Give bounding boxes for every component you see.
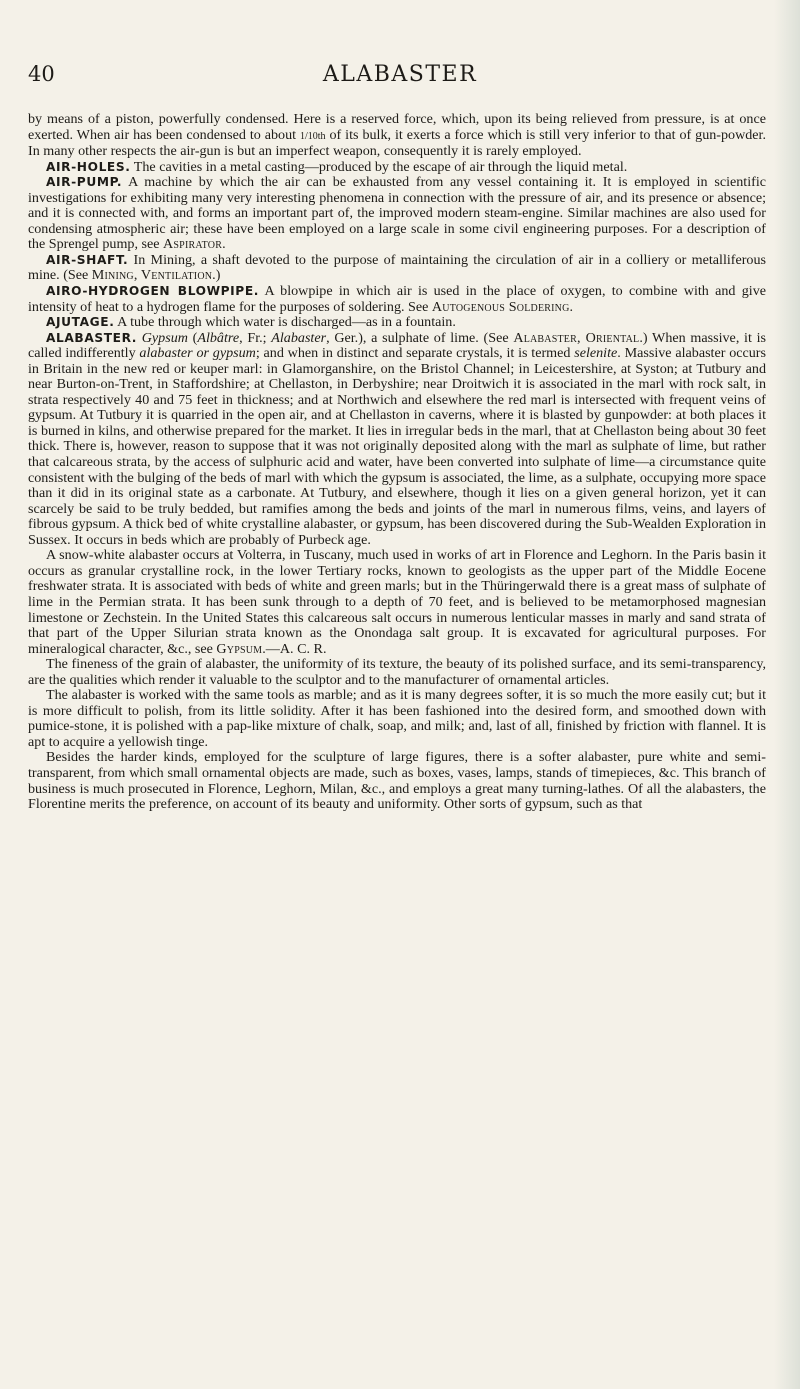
running-head: ALABASTER: [322, 62, 478, 87]
headword-ajutage: AJUTAGE.: [46, 315, 115, 330]
cross-reference: Ventilation: [140, 267, 213, 284]
headword-air-holes: AIR-HOLES.: [46, 159, 131, 174]
headword-air-pump: AIR-PUMP.: [46, 175, 123, 190]
cross-reference: Alabaster, Oriental: [513, 329, 640, 346]
entry-air-holes: AIR-HOLES. The cavities in a metal casting—produced by the escape of air through the liquid metal.: [46, 158, 628, 175]
entry-airo-hydrogen-blowpipe: AIRO-HYDROGEN BLOWPIPE. A blowpipe in which air is used in the place of oxygen, to combine with and give intensity of heat to a hydrogen flame for the purposes of soldering. See Autogenous Soldering.: [28, 283, 766, 315]
fraction-tenth: 1/10th: [299, 130, 326, 142]
headword-alabaster: ALABASTER.: [46, 330, 138, 345]
paragraph-working: The alabaster is worked with the same tools as marble; and as it is many degrees softer, it is so much the more easily cut; but it is more difficult to polish, from its little solidity. After it has been fashioned into the desired form, and smoothed down with pumice-stone, it is polished with a pap-like mixture of chalk, soap, and milk; and, last of all, finished by friction with flannel. It is apt to acquire a yellowish tinge.: [28, 687, 766, 750]
page-header: [28, 62, 772, 90]
paragraph-snow-white-alabaster: A snow-white alabaster occurs at Volterra, in Tuscany, much used in works of art in Florence and Leghorn. In the Paris basin it occurs as granular crystalline rock, in the lower Tertiary rocks, known to geologists as the upper part of the Middle Eocene freshwater strata. It is associated with beds of white and green marls; but in the Thüringerwald there is a great mass of sulphate of lime in the Permian strata. It has been sunk through to a depth of 70 feet, and is believed to be metamorphosed magnesian limestone or Zechstein. In the United States this calcareous salt occurs in numerous lenticular masses in marly and sand strata of that part of the Upper Silurian strata known as the Onondaga salt group. It is excavated for agricultural purposes. For mineralogical character, &c., see Gypsum.—A. C. R.: [28, 547, 766, 657]
paragraph-air-gun-continued: by means of a piston, powerfully condensed. Here is a reserved force, which, upon its being relieved from pressure, is at once exerted. When air has been condensed to about 1/10th of its bulk, it exerts a force which is still very inferior to that of gun-powder. In many other respects the air-gun is but an imperfect weapon, consequently it is rarely employed.: [28, 111, 766, 160]
cross-reference: Autogenous Soldering: [431, 298, 570, 315]
page-number: 40: [28, 62, 55, 86]
cross-reference: Mining: [91, 267, 134, 284]
paragraph-fineness: The fineness of the grain of alabaster, the uniformity of its texture, the beauty of its polished surface, and its semi-transparency, are the qualities which render it valuable to the sculptor and to the manufacturer of ornamental articles.: [28, 656, 766, 688]
body-text: [28, 112, 766, 813]
entry-air-pump: AIR-PUMP. A machine by which the air can be exhausted from any vessel containing it. It is employed in scientific investigations for exhibiting many very interesting phenomena in connection with the pressure of air, and its presence or absence; and it is connected with, and forms an important part of, the improved modern steam-engine. Similar machines are also used for condensing atmospheric air; these have been employed on a large scale in some civil engineering purposes. For a description of the Sprengel pump, see Aspirator.: [28, 174, 766, 253]
page-edge-shadow: [774, 0, 800, 1389]
headword-airo-hydrogen-blowpipe: AIRO-HYDROGEN BLOWPIPE.: [46, 284, 259, 299]
cross-reference: Gypsum: [216, 640, 263, 657]
entry-ajutage: AJUTAGE. A tube through which water is discharged—as in a fountain.: [46, 314, 456, 331]
entry-air-shaft: AIR-SHAFT. In Mining, a shaft devoted to the purpose of maintaining the circulation of air in a colliery or metalliferous mine. (See Mining, Ventilation.): [28, 251, 766, 284]
cross-reference: Aspirator: [163, 236, 223, 253]
headword-air-shaft: AIR-SHAFT.: [46, 252, 129, 267]
entry-alabaster: ALABASTER. Gypsum (Albâtre, Fr.; Alabaster, Ger.), a sulphate of lime. (See Alabaster, Oriental.) When massive, it is called indifferently alabaster or gypsum; and when in distinct and separate crystals, it is termed selenite. Massive alabaster occurs in Britain in the new red or keuper marl: in Glamorganshire, on the Bristol Channel; in Leicestershire, at Syston; at Tutbury and near Burton-on-Trent, in Staffordshire; at Chellaston, in Derbyshire; near Droitwich it is associated in the marl with rock salt, in strata respectively 40 and 75 feet in thickness; and at Northwich and elsewhere the red marl is intersected with frequent veins of gypsum. At Tutbury it is quarried in the open air, and at Chellaston in caverns, where it is blasted by gunpowder: at both places it is burned in kilns, and otherwise prepared for the market. It lies in irregular beds in the marl, that at Chellaston being about 30 feet thick. There is, however, reason to suppose that it was not originally deposited along with the marl as sulphate of lime, but rather that calcareous strata, by the access of sulphuric acid and water, have been converted into sulphate of lime—a circumstance quite consistent with the bulging of the beds of marl with which the gypsum is associated, the lime, as a sulphate, occupying more space than it did in its original state as a carbonate. At Tutbury, and elsewhere, though it lies on a given general horizon, yet it can scarcely be said to be truly bedded, but ramifies among the beds and joints of the marl in numerous films, veins, and layers of fibrous gypsum. A thick bed of white crystalline alabaster, or gypsum, has been discovered during the Sub-Wealden Exploration in Sussex. It occurs in beds which are probably of Purbeck age.: [28, 329, 767, 548]
paragraph-softer-kinds: Besides the harder kinds, employed for the sculpture of large figures, there is a softer alabaster, pure white and semi-transparent, from which small ornamental objects are made, such as boxes, vases, lamps, stands of timepieces, &c. This branch of business is much prosecuted in Florence, Leghorn, Milan, &c., and employs a great many turning-lathes. Of all the alabasters, the Florentine merits the preference, on account of its beauty and uniformity. Other sorts of gypsum, such as that: [28, 749, 766, 813]
